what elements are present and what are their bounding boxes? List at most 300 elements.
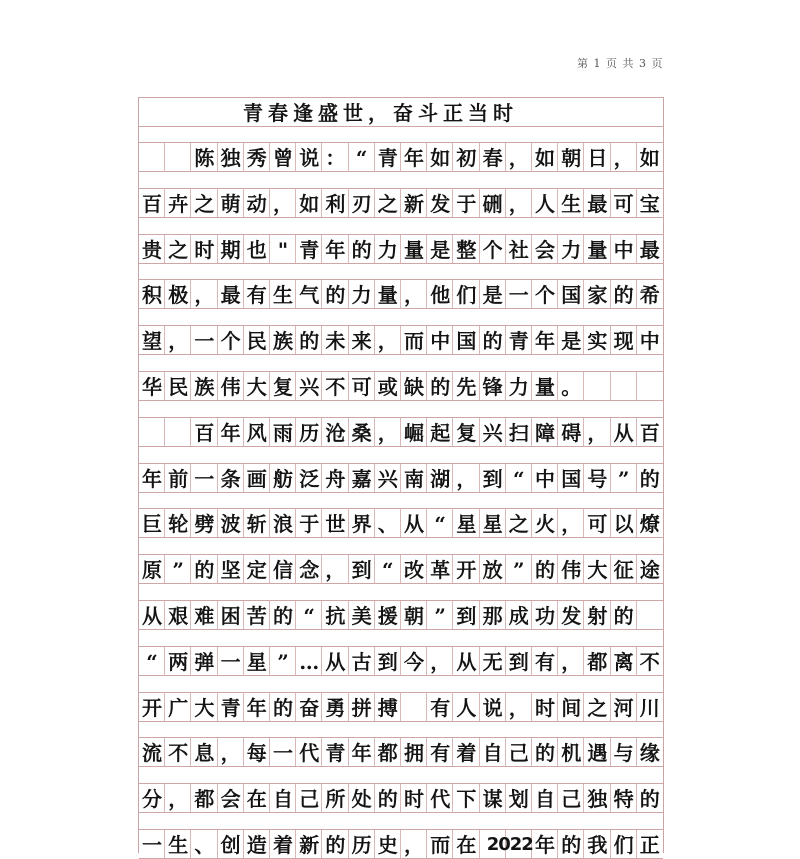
essay-char: 广 (168, 695, 189, 720)
essay-char: 从 (325, 649, 346, 674)
essay-char: 2022 (486, 834, 533, 855)
essay-char: 民 (168, 375, 189, 399)
essay-char: 流 (142, 741, 162, 766)
essay-char: 青 (508, 329, 529, 354)
essay-char: ， (561, 649, 582, 674)
essay-char: 一 (194, 466, 215, 491)
essay-char: 湖 (430, 466, 451, 491)
essay-char: 宝 (639, 191, 660, 216)
essay-char: “ (146, 649, 158, 674)
essay-char: 有 (246, 283, 267, 308)
essay-char: 可 (613, 191, 634, 216)
essay-char: 着 (273, 833, 293, 857)
essay-char: 中 (639, 329, 660, 354)
essay-char: 个 (482, 237, 503, 262)
essay-char: 如 (535, 146, 555, 170)
essay-char: 族 (273, 329, 293, 354)
essay-char: 们 (456, 283, 477, 308)
essay-char: 波 (220, 512, 241, 537)
essay-char: 画 (246, 466, 267, 491)
essay-char: 改 (404, 558, 424, 583)
essay-char: 如 (430, 146, 451, 170)
essay-char: 己 (299, 787, 320, 812)
essay-char: 伟 (220, 375, 241, 399)
essay-char: “ (434, 512, 446, 537)
essay-char: 兴 (377, 466, 398, 491)
essay-char: 的 (351, 237, 372, 262)
essay-char: 的 (325, 283, 346, 308)
grid-row (139, 737, 663, 767)
essay-char: 伟 (561, 558, 582, 583)
essay-char: 扫 (508, 420, 529, 445)
essay-char: 前 (168, 466, 189, 491)
essay-char: 的 (613, 283, 634, 308)
essay-char: 时 (404, 787, 424, 812)
essay-char: 碍 (561, 420, 582, 445)
essay-char: 己 (561, 787, 582, 812)
essay-char: 力 (561, 237, 582, 262)
essay-char: 最 (587, 191, 608, 216)
essay-char: 在 (246, 787, 267, 812)
essay-char: 朝 (404, 604, 424, 628)
essay-char: 划 (508, 787, 529, 812)
essay-char: 年 (142, 466, 162, 491)
essay-char: 社 (508, 237, 529, 262)
essay-char: 卉 (168, 191, 189, 216)
essay-char: 古 (351, 649, 372, 674)
essay-char: 不 (168, 741, 189, 766)
essay-char: 他 (430, 283, 451, 308)
essay-char: 秀 (246, 146, 267, 170)
essay-char: 实 (587, 329, 608, 354)
grid-cell (165, 418, 191, 446)
essay-char: 于 (456, 191, 477, 216)
essay-char: 中 (430, 329, 451, 354)
essay-char: 的 (535, 741, 555, 766)
essay-char: 条 (220, 466, 241, 491)
essay-char: 年 (351, 741, 372, 766)
essay-char: 年 (246, 695, 267, 720)
essay-char: 到 (508, 649, 529, 674)
essay-char: ， (220, 741, 241, 766)
essay-char: 星 (482, 512, 503, 537)
essay-char: 史 (377, 833, 398, 857)
essay-char: 生 (168, 833, 189, 857)
essay-char: 积 (142, 283, 162, 308)
essay-char: 望 (142, 329, 162, 354)
essay-char: “ (303, 604, 315, 628)
essay-char: 历 (351, 833, 372, 857)
essay-char: 发 (430, 191, 451, 216)
essay-char: 萌 (220, 191, 241, 216)
essay-char: ， (377, 420, 398, 445)
essay-char: 到 (351, 558, 372, 583)
essay-char: 弹 (194, 649, 215, 674)
essay-char: 生 (561, 191, 582, 216)
essay-char: 动 (246, 191, 267, 216)
grid-row (139, 646, 663, 676)
essay-char: 特 (613, 787, 634, 812)
essay-char: 所 (325, 787, 346, 812)
grid-row (139, 371, 663, 401)
essay-char: ， (508, 695, 529, 720)
essay-char: ： (325, 146, 346, 170)
essay-char: 而 (430, 833, 451, 857)
grid-cell (165, 143, 191, 171)
essay-char: 也 (246, 237, 267, 262)
essay-char: 最 (639, 237, 660, 262)
composition-grid-paper (138, 97, 664, 857)
essay-char: 日 (587, 146, 608, 170)
essay-char: 谋 (482, 787, 503, 812)
essay-char: 的 (273, 604, 293, 628)
essay-char: 坚 (220, 558, 241, 583)
grid-row (139, 554, 663, 584)
essay-char: ， (404, 283, 424, 308)
essay-char: 号 (587, 466, 608, 491)
essay-char: 如 (299, 191, 320, 216)
essay-char: 成 (508, 604, 529, 628)
essay-char: 那 (482, 604, 503, 628)
essay-char: 世 (325, 512, 346, 537)
grid-row (139, 829, 663, 859)
essay-char: 功 (535, 604, 555, 628)
essay-char: 念 (299, 558, 320, 583)
grid-row (139, 234, 663, 264)
essay-char: 发 (561, 604, 582, 628)
essay-char: ， (456, 466, 477, 491)
essay-char: 国 (456, 329, 477, 354)
essay-char: 都 (194, 787, 215, 812)
essay-char: 拥 (404, 741, 424, 766)
essay-char: 们 (613, 833, 634, 857)
essay-char: 一 (508, 283, 529, 308)
essay-char: 量 (377, 283, 398, 308)
essay-char: 力 (351, 283, 372, 308)
essay-char: 以 (613, 512, 634, 537)
essay-char: ” (434, 604, 446, 628)
essay-char: 劈 (194, 512, 215, 537)
essay-char: 的 (482, 329, 503, 354)
essay-char: 家 (587, 283, 608, 308)
essay-char: 代 (299, 741, 320, 766)
essay-char: 年 (404, 146, 424, 170)
essay-char: 复 (273, 375, 293, 399)
essay-char: 都 (587, 649, 608, 674)
essay-char: 国 (561, 283, 582, 308)
page-number-label: 第 1 页 共 3 页 (577, 57, 664, 70)
essay-char: 生 (273, 283, 293, 308)
essay-char: 的 (299, 329, 320, 354)
essay-title: 青春逢盛世，奋斗正当时 (243, 101, 518, 125)
essay-char: 来 (351, 329, 372, 354)
grid-row (139, 463, 663, 493)
essay-char: 遇 (587, 741, 608, 766)
essay-char: 沧 (325, 420, 346, 445)
essay-char: 一 (194, 329, 215, 354)
essay-char: 硎 (482, 191, 503, 216)
essay-char: 无 (482, 649, 503, 674)
essay-char: 革 (430, 558, 451, 583)
essay-char: ” (513, 558, 525, 583)
essay-char: 处 (351, 787, 372, 812)
essay-char: 而 (404, 329, 424, 354)
essay-char: 信 (273, 558, 293, 583)
essay-char: 一 (220, 649, 241, 674)
essay-char: 拼 (351, 695, 372, 720)
essay-char: 的 (377, 787, 398, 812)
grid-row (139, 279, 663, 309)
essay-char: 、 (377, 512, 398, 537)
grid-row (139, 783, 663, 813)
essay-char: 的 (194, 558, 215, 583)
essay-char: ， (194, 283, 215, 308)
essay-char: 国 (561, 466, 582, 491)
essay-char: ， (273, 191, 293, 216)
essay-char: 燎 (639, 512, 660, 537)
essay-char: ” (172, 558, 184, 583)
essay-char: 创 (220, 833, 241, 857)
grid-row (139, 508, 663, 538)
essay-char: 代 (430, 787, 451, 812)
essay-char: 轮 (168, 512, 189, 537)
essay-char: 造 (246, 833, 267, 857)
essay-char: 利 (325, 191, 346, 216)
essay-char: 是 (482, 283, 503, 308)
essay-char: 锋 (482, 375, 503, 399)
essay-char: 定 (246, 558, 267, 583)
essay-char: 复 (456, 420, 477, 445)
essay-char: 不 (325, 375, 346, 399)
essay-char: 年 (220, 420, 241, 445)
essay-char: 大 (587, 558, 608, 583)
essay-char: 大 (246, 375, 267, 399)
essay-char: 量 (587, 237, 608, 262)
essay-char: 现 (613, 329, 634, 354)
essay-char: “ (513, 466, 525, 491)
essay-char: 起 (430, 420, 451, 445)
essay-char: 青 (377, 146, 398, 170)
essay-char: 最 (220, 283, 241, 308)
essay-char: 春 (482, 146, 503, 170)
essay-char: 缺 (404, 375, 424, 399)
essay-char: 之 (377, 191, 398, 216)
essay-char: 今 (404, 649, 424, 674)
essay-char: 分 (142, 787, 162, 812)
essay-char: 从 (456, 649, 477, 674)
essay-char: 一 (142, 833, 162, 857)
essay-char: 困 (220, 604, 241, 628)
essay-char: 是 (561, 329, 582, 354)
essay-char: 下 (456, 787, 477, 812)
essay-char: 抗 (325, 604, 346, 628)
essay-char: 百 (639, 420, 660, 445)
essay-char: 开 (456, 558, 477, 583)
essay-char: 不 (639, 649, 660, 674)
essay-char: “ (382, 558, 394, 583)
essay-char: 每 (246, 741, 267, 766)
essay-char: ， (613, 146, 634, 170)
essay-char: 独 (220, 146, 241, 170)
essay-char: 力 (377, 237, 398, 262)
essay-char: 之 (194, 191, 215, 216)
essay-char: 搏 (377, 695, 398, 720)
essay-char: 火 (535, 512, 555, 537)
essay-char: 之 (168, 237, 189, 262)
essay-char: 可 (587, 512, 608, 537)
essay-char: 会 (535, 237, 555, 262)
essay-char: 两 (168, 649, 189, 674)
essay-char: 息 (194, 741, 215, 766)
essay-char: 或 (377, 375, 398, 399)
essay-char: 先 (456, 375, 477, 399)
essay-char: 兴 (482, 420, 503, 445)
essay-char: 气 (299, 283, 320, 308)
essay-char: 自 (482, 741, 503, 766)
essay-char: 的 (535, 558, 555, 583)
essay-char: 有 (535, 649, 555, 674)
essay-char: 开 (142, 695, 162, 720)
grid-cell (585, 372, 611, 400)
essay-char: 我 (587, 833, 608, 857)
essay-char: 泛 (299, 466, 320, 491)
essay-char: 间 (561, 695, 582, 720)
essay-char: 一 (273, 741, 293, 766)
essay-char: 南 (404, 466, 424, 491)
essay-char: 于 (299, 512, 320, 537)
essay-char: 到 (377, 649, 398, 674)
essay-char: 民 (246, 329, 267, 354)
essay-char: 族 (194, 375, 215, 399)
essay-char: 朝 (561, 146, 582, 170)
essay-char: 之 (508, 512, 529, 537)
essay-char: 历 (299, 420, 320, 445)
essay-char: 着 (456, 741, 477, 766)
essay-char: 新 (299, 833, 320, 857)
essay-char: 从 (613, 420, 634, 445)
essay-char: " (277, 237, 289, 262)
essay-char: 的 (430, 375, 451, 399)
essay-char: 界 (351, 512, 372, 537)
grid-row (139, 692, 663, 722)
essay-char: 艰 (168, 604, 189, 628)
essay-char: 征 (613, 558, 634, 583)
grid-row (139, 325, 663, 355)
essay-char: 会 (220, 787, 241, 812)
essay-char: 人 (535, 191, 555, 216)
essay-char: 大 (194, 695, 215, 720)
essay-char: ， (168, 329, 189, 354)
essay-char: 到 (482, 466, 503, 491)
essay-char: 说 (299, 146, 320, 170)
essay-char: 奋 (299, 695, 320, 720)
essay-char: 的 (639, 787, 660, 812)
essay-char: ， (404, 833, 424, 857)
essay-char: 华 (142, 375, 162, 399)
essay-char: ， (561, 512, 582, 537)
essay-char: … (299, 649, 320, 674)
essay-char: ” (617, 466, 630, 491)
essay-char: 个 (535, 283, 555, 308)
essay-char: 如 (639, 146, 660, 170)
essay-char: ， (587, 420, 608, 445)
essay-char: 兴 (299, 375, 320, 399)
essay-char: 青 (220, 695, 241, 720)
essay-char: 勇 (325, 695, 346, 720)
essay-char: 时 (194, 237, 215, 262)
essay-char: 途 (639, 558, 660, 583)
grid-row (139, 142, 663, 172)
essay-char: 希 (639, 283, 660, 308)
essay-char: 百 (194, 420, 215, 445)
essay-char: 桑 (351, 420, 372, 445)
essay-char: 原 (142, 558, 162, 583)
essay-char: 嘉 (351, 466, 372, 491)
essay-char: ， (508, 146, 529, 170)
essay-char: 刃 (351, 191, 372, 216)
essay-char: 放 (482, 558, 503, 583)
essay-char: 障 (535, 420, 555, 445)
essay-char: 难 (194, 604, 215, 628)
essay-char: 从 (142, 604, 162, 628)
essay-char: 正 (639, 833, 660, 857)
essay-char: ， (325, 558, 346, 583)
essay-char: 的 (639, 466, 660, 491)
essay-char: “ (355, 146, 368, 170)
essay-char: 量 (404, 237, 424, 262)
essay-char: 的 (613, 604, 634, 628)
essay-char: 崛 (404, 420, 424, 445)
essay-char: 己 (508, 741, 529, 766)
essay-char: 援 (377, 604, 398, 628)
grid-row (139, 600, 663, 630)
essay-char: 舟 (325, 466, 346, 491)
essay-char: 缘 (639, 741, 660, 766)
essay-char: 独 (587, 787, 608, 812)
essay-char: ， (168, 787, 189, 812)
essay-char: 人 (456, 695, 477, 720)
essay-char: 青 (299, 237, 320, 262)
essay-char: 曾 (273, 146, 293, 170)
essay-char: ， (430, 649, 451, 674)
essay-char: 斩 (246, 512, 267, 537)
essay-char: ， (508, 191, 529, 216)
grid-row (139, 417, 663, 447)
essay-char: 有 (430, 695, 451, 720)
essay-char: 自 (535, 787, 555, 812)
essay-char: 河 (613, 695, 634, 720)
essay-char: 离 (613, 649, 634, 674)
essay-char: 中 (535, 466, 555, 491)
essay-char: 川 (639, 695, 660, 720)
essay-char: 射 (587, 604, 608, 628)
essay-char: 雨 (273, 420, 293, 445)
essay-char: 。 (561, 375, 582, 399)
essay-char: 浪 (273, 512, 293, 537)
essay-char (401, 694, 427, 722)
essay-char: 年 (325, 237, 346, 262)
essay-char: 风 (246, 420, 267, 445)
essay-char: 苦 (246, 604, 267, 628)
grid-row-title (139, 97, 663, 127)
essay-char: 从 (404, 512, 424, 537)
grid-cell (611, 372, 637, 400)
essay-char: 之 (587, 695, 608, 720)
essay-char: 中 (613, 237, 634, 262)
essay-char: 舫 (273, 466, 293, 491)
essay-char: 在 (456, 833, 477, 857)
essay-char: ” (277, 649, 289, 674)
